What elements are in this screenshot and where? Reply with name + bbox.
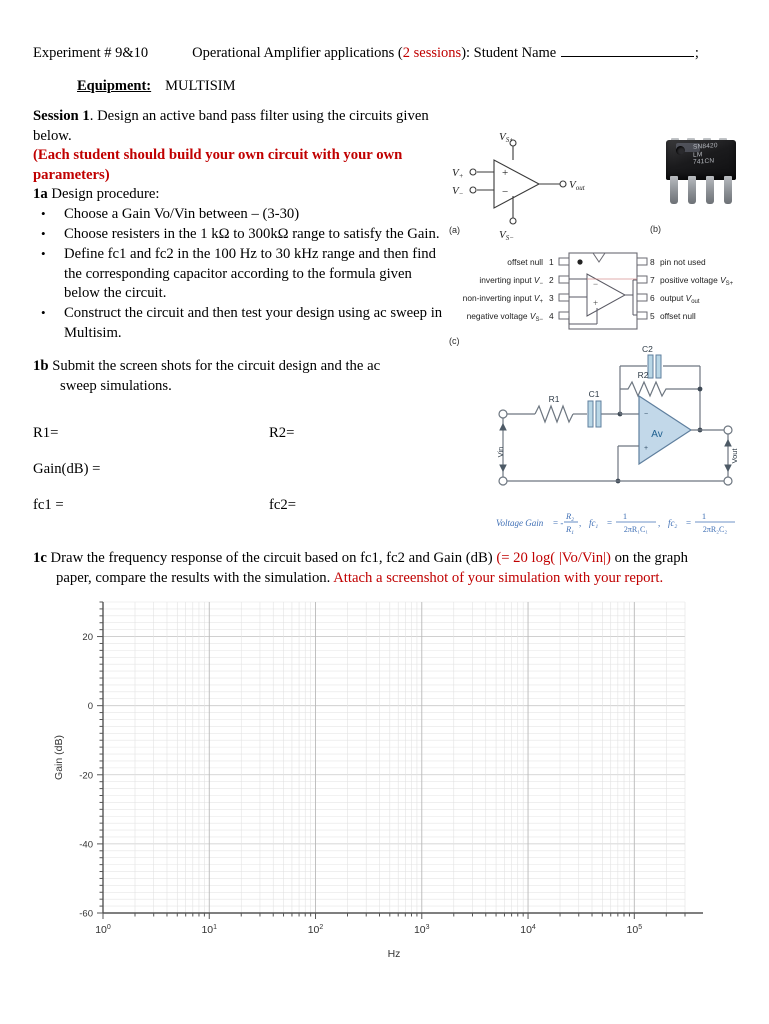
formula-fc2-name: $fc_2$	[668, 518, 678, 530]
x-tick-label: $10^3$	[413, 924, 430, 936]
pin-label-1: offset null	[507, 257, 543, 267]
label-vin: Vin	[496, 446, 505, 458]
label-vs-plus: VS+	[499, 132, 514, 144]
part-1b-label: 1b	[33, 358, 49, 374]
equipment-label: Equipment:	[77, 78, 152, 94]
field-fc1-label[interactable]: fc1 =	[33, 497, 64, 513]
field-gain-label[interactable]: Gain(dB) =	[33, 461, 101, 477]
session-label: Session 1	[33, 108, 90, 124]
pin-number-2: 2	[549, 275, 554, 285]
pin-label-4: negative voltage $V_{S-}$	[466, 311, 543, 323]
chip-pin-front	[688, 176, 696, 204]
part-1a-heading	[33, 185, 443, 205]
part-1c-label: 1c	[33, 550, 47, 566]
equipment-line	[77, 77, 236, 95]
chip-pin-front	[670, 176, 678, 204]
pin-number-4: 4	[549, 311, 554, 321]
formula-gain-text: Voltage Gain	[496, 518, 544, 528]
opamp-triangle	[494, 160, 539, 208]
x-tick-label: $10^0$	[95, 924, 111, 936]
list-item: • Choose resisters in the 1 kΩ to 300kΩ range to satisfy the Gain.	[33, 225, 443, 245]
label-vs-minus: VS−	[499, 229, 514, 242]
formula-gain-num: $R_2$	[566, 511, 574, 523]
dip8-chip-image	[658, 138, 744, 214]
formula-equals: = -	[553, 518, 564, 528]
label-opamp-gain: Av	[651, 429, 663, 440]
opamp-symbol-svg	[447, 132, 612, 242]
x-tick-label: $10^1$	[201, 924, 218, 936]
formula-svg	[496, 506, 741, 536]
pin-number-6: 6	[650, 293, 655, 303]
session-red-note: (Each student should build your own circuit with your own parameters)	[33, 147, 403, 183]
answer-fields	[33, 425, 453, 533]
part-1a-text: Design procedure:	[47, 186, 160, 203]
figure-pinout	[447, 250, 747, 352]
figure-chip-photo	[648, 138, 754, 242]
label-r1: R1	[548, 394, 560, 404]
chip-body	[666, 140, 736, 180]
answer-row	[33, 425, 453, 461]
part-1c-line2	[33, 568, 739, 588]
part-1b-line2: sweep simulations.	[60, 377, 172, 394]
part-1c-block	[33, 548, 739, 588]
design-procedure-list	[33, 205, 443, 344]
equipment-value: MULTISIM	[165, 78, 236, 94]
x-tick-label: $10^2$	[307, 924, 324, 936]
figure-b-caption: (b)	[650, 224, 661, 234]
y-tick-label: 0	[87, 701, 93, 713]
assignment-title-before: Operational Amplifier applications (	[192, 45, 403, 61]
y-axis-label: Gain (dB)	[53, 735, 65, 780]
svg-text:+: +	[593, 298, 599, 308]
y-tick-label: -20	[79, 770, 93, 782]
chip-pin-front	[706, 176, 714, 204]
figure-a-caption: (a)	[449, 225, 460, 235]
pin-number-3: 3	[549, 293, 554, 303]
formula-fc2-den: 2πR₂C₂	[702, 525, 728, 534]
header-semicolon: ;	[694, 45, 699, 61]
formula-fc1-den: 2πR₁C₁	[623, 525, 649, 534]
sessions-note: 2 sessions	[402, 45, 462, 61]
chip-notch-icon	[676, 146, 685, 155]
label-r2: R2	[637, 370, 649, 380]
list-item: • Construct the circuit and then test your design using ac sweep in Multisim.	[33, 304, 443, 343]
student-name-blank[interactable]	[561, 44, 694, 57]
capacitor-c1	[588, 401, 601, 427]
formula-eq3: =	[686, 518, 692, 528]
part-1c-line2-black: paper, compare the results with the simulation.	[56, 570, 334, 586]
part-1b-block	[33, 357, 433, 396]
list-item: • Choose a Gain Vo/Vin between – (3-30)	[33, 205, 443, 225]
part-1c-formula-note: (= 20 log( |Vo/Vin|)	[496, 550, 611, 566]
part-1c-seg2: on the graph	[610, 550, 688, 566]
formula-gain-den: $R_1$	[566, 524, 574, 536]
label-vout: Vout	[569, 179, 585, 192]
experiment-number: Experiment # 9&10	[33, 45, 149, 61]
part-1a-label: 1a	[33, 186, 48, 203]
formula-fc1-num: 1	[622, 511, 628, 521]
part-1c-seg1: Draw the frequency response of the circuit based on fc1, fc2 and Gain (dB)	[46, 550, 497, 566]
svg-text:−: −	[644, 411, 649, 418]
y-tick-label: -60	[79, 908, 93, 920]
pin-label-5: offset null	[660, 311, 696, 321]
formula-comma1: ,	[579, 518, 582, 528]
pin-number-5: 5	[650, 311, 655, 321]
opamp-minus-terminal: −	[502, 186, 509, 198]
session-heading	[33, 107, 443, 146]
x-tick-label: $10^5$	[626, 924, 643, 936]
y-tick-label: -40	[79, 839, 93, 851]
pin-label-7: positive voltage $V_{S+}$	[660, 275, 734, 287]
figure-formula	[496, 506, 741, 536]
label-c2: C2	[642, 344, 653, 354]
y-tick-label: 20	[82, 632, 93, 644]
pin-label-8: pin not used	[660, 257, 706, 267]
pin-label-3: non-inverting input $V_+$	[462, 293, 543, 305]
formula-eq2: =	[607, 518, 613, 528]
figure-bandpass-circuit	[487, 344, 743, 500]
chip-pin-front	[724, 176, 732, 204]
field-r1-label[interactable]: R1=	[33, 425, 59, 441]
chip-marking	[693, 142, 718, 166]
pin-number-8: 8	[650, 257, 655, 267]
x-axis-label: Hz	[387, 948, 401, 960]
part-1c-line2-red: Attach a screenshot of your simulation with your report.	[333, 570, 664, 586]
assignment-title-after: ): Student Name	[461, 45, 557, 61]
answer-row	[33, 461, 453, 497]
svg-text:+: +	[644, 445, 649, 452]
figure-opamp-symbol	[447, 132, 612, 242]
label-c1: C1	[588, 389, 600, 399]
pin-number-1: 1	[549, 257, 554, 267]
pin-label-2: inverting input $V_-$	[479, 275, 543, 287]
chip-marking-line1: SN8420	[693, 142, 718, 151]
label-v-minus: V−	[452, 185, 464, 198]
formula-fc1-name: $fc_1$	[589, 518, 599, 530]
x-tick-label: $10^4$	[520, 924, 536, 936]
session-body	[33, 107, 443, 344]
label-vout: Vout	[730, 448, 739, 464]
session-text: . Design an active band pass filter using the circuits given below.	[33, 108, 429, 144]
chip-marking-line2: LM	[693, 150, 703, 159]
formula-fc2-num: 1	[701, 511, 707, 521]
pin-label-6: output $V_{out}$	[660, 293, 700, 305]
plot-area	[103, 602, 685, 913]
chip-marking-line3: 741CN	[693, 157, 715, 166]
pinout-svg	[447, 250, 747, 352]
svg-text:−: −	[593, 279, 599, 289]
part-1b-line1: Submit the screen shots for the circuit design and the ac	[48, 358, 381, 374]
opamp-plus-terminal: +	[502, 167, 509, 179]
figure-c-caption: (c)	[449, 336, 460, 346]
label-v-plus: V+	[452, 167, 464, 180]
list-item: • Define fc1 and fc2 in the 100 Hz to 30 kHz range and then find the corresponding capacitor according to the formula given below the circuit.	[33, 245, 443, 304]
field-fc2-label[interactable]: fc2=	[269, 497, 297, 513]
field-r2-label[interactable]: R2=	[269, 425, 295, 441]
answer-row	[33, 497, 453, 533]
pin-number-7: 7	[650, 275, 655, 285]
pin1-marker	[577, 259, 582, 264]
formula-comma2: ,	[658, 518, 661, 528]
header-line	[33, 44, 733, 62]
capacitor-c2	[648, 355, 661, 378]
circuit-svg	[487, 352, 743, 500]
